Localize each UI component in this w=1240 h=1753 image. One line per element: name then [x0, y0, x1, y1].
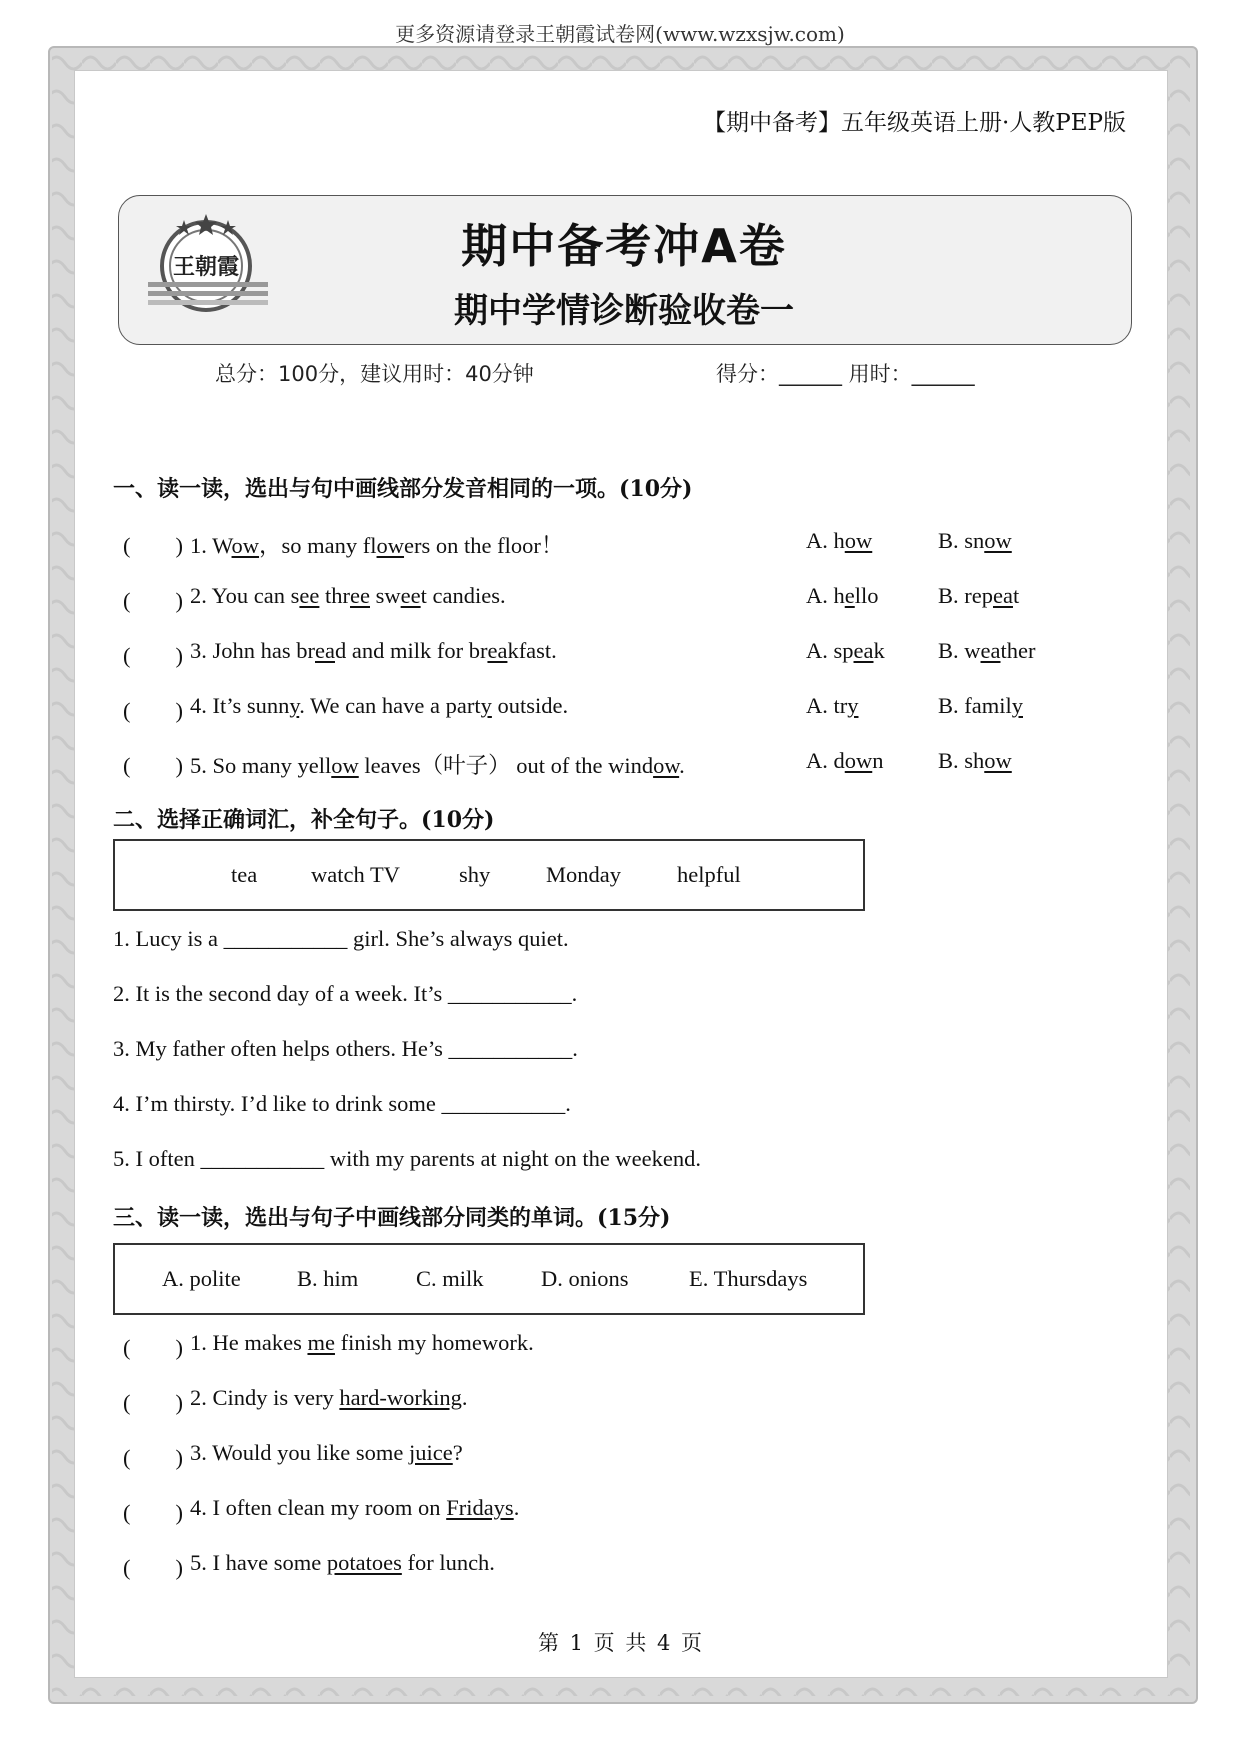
question-text — [190, 748, 685, 780]
underlined-part: ee — [299, 583, 320, 608]
underlined-part: y — [1011, 693, 1023, 718]
top-banner: 更多资源请登录王朝霞试卷网(www.wzxsjw.com) — [395, 22, 845, 46]
word-option: A. polite — [162, 1266, 241, 1291]
underlined-part: ow — [984, 748, 1012, 773]
option-b — [938, 528, 1012, 554]
text-part: t candies. — [420, 583, 506, 608]
text-part: llo — [854, 583, 879, 608]
text-part: 3. John has br — [190, 638, 315, 663]
underlined-part: ea — [853, 638, 874, 663]
question-text — [190, 528, 563, 560]
text-part: d and milk for br — [334, 638, 488, 663]
question-text — [190, 1440, 463, 1466]
text-part: outside. — [491, 693, 569, 718]
underlined-part: ow — [844, 528, 873, 553]
question-text — [190, 638, 557, 664]
text-part: 4. I often clean my room on — [190, 1495, 447, 1520]
text-part: n — [872, 748, 884, 773]
option-a — [806, 693, 859, 719]
word-option: E. Thursdays — [689, 1266, 808, 1291]
answer-bracket[interactable]: ( ) — [123, 1390, 183, 1415]
text-part: t — [1012, 583, 1020, 608]
text-part: finish my homework. — [334, 1330, 534, 1355]
underlined-part: ow — [331, 753, 359, 778]
word-option: C. milk — [416, 1266, 484, 1291]
underlined-part: e — [844, 583, 855, 608]
underlined-part: ee — [350, 583, 370, 608]
option-a — [806, 583, 879, 609]
text-part: 4. It’s sunn — [190, 693, 290, 718]
question-text — [190, 1550, 495, 1576]
fill-question: 1. Lucy is a ___________ girl. She’s always quiet. — [113, 926, 569, 951]
text-part: for lunch. — [401, 1550, 495, 1575]
word-option: helpful — [677, 862, 741, 887]
text-part: ers on the floor！ — [404, 533, 564, 558]
option-a — [806, 528, 872, 554]
section2-heading: 二、选择正确词汇，补全句子。(10分) — [113, 807, 495, 833]
logo-text: 王朝霞 — [172, 254, 240, 280]
text-part: ther — [1000, 638, 1036, 663]
score-fields: 得分：______ 用时：______ — [716, 362, 975, 386]
underlined-part: ea — [993, 583, 1013, 608]
question-text — [190, 1385, 467, 1411]
underlined-part: ow — [984, 528, 1012, 553]
underlined-part: me — [307, 1330, 335, 1355]
fill-question: 2. It is the second day of a week. It’s ___________. — [113, 981, 578, 1006]
text-part: B. sh — [938, 748, 985, 773]
word-option: D. onions — [541, 1266, 629, 1291]
question-text — [190, 1330, 534, 1356]
underlined-part: ea — [980, 638, 1001, 663]
text-part: ，so many fl — [259, 533, 377, 558]
option-b — [938, 583, 1019, 609]
underlined-part: ee — [400, 583, 421, 608]
word-option: Monday — [546, 862, 621, 887]
text-part: 2. You can s — [190, 583, 300, 608]
text-part: thr — [319, 583, 351, 608]
answer-bracket[interactable]: ( ) — [123, 1445, 183, 1470]
underlined-part: juice — [409, 1440, 453, 1465]
answer-bracket[interactable]: ( ) — [123, 1500, 183, 1525]
answer-bracket[interactable]: ( ) — [123, 643, 183, 668]
word-bank-2 — [113, 1243, 865, 1315]
underlined-part: ow — [653, 753, 680, 778]
fill-question: 3. My father often helps others. He’s ___________. — [113, 1036, 578, 1061]
fill-question: 5. I often ___________ with my parents at night on the weekend. — [113, 1146, 702, 1171]
fill-question: 4. I’m thirsty. I’d like to drink some ___________. — [113, 1091, 571, 1116]
text-part: A. d — [806, 748, 845, 773]
text-part: k — [873, 638, 885, 663]
text-part: B. sn — [938, 528, 985, 553]
text-part: 5. I have some — [190, 1550, 327, 1575]
exam-header: 【期中备考】五年级英语上册·人教PEP版 — [702, 110, 1126, 136]
answer-bracket[interactable]: ( ) — [123, 1555, 183, 1580]
text-part: 5. So many yell — [190, 753, 332, 778]
page-footer: 第 1 页 共 4 页 — [537, 1631, 703, 1655]
text-part: . We can have a part — [299, 693, 481, 718]
word-option: watch TV — [311, 862, 400, 887]
text-part: A. sp — [806, 638, 854, 663]
underlined-part: ow — [844, 748, 873, 773]
underlined-part: ea — [487, 638, 508, 663]
underlined-part: y — [289, 693, 300, 718]
text-part: A. h — [806, 528, 845, 553]
text-part: A. tr — [806, 693, 848, 718]
text-part: B. w — [938, 638, 981, 663]
text-part: . — [679, 753, 685, 778]
text-part: kfast. — [507, 638, 557, 663]
question-text — [190, 1495, 519, 1521]
text-part: . — [461, 1385, 468, 1410]
option-b — [938, 748, 1012, 774]
text-part: 1. He makes — [190, 1330, 308, 1355]
underlined-part: potatoes — [326, 1550, 402, 1575]
answer-bracket[interactable]: ( ) — [123, 698, 183, 723]
exam-subtitle: 期中学情诊断验收卷一 — [454, 291, 794, 331]
option-b — [938, 638, 1035, 664]
underlined-part: y — [847, 693, 859, 718]
option-a — [806, 638, 885, 664]
text-part: ? — [452, 1440, 463, 1465]
word-option: shy — [459, 862, 491, 887]
section1-heading: 一、读一读，选出与句中画线部分发音相同的一项。(10分) — [113, 476, 693, 502]
score-info: 总分：100分，建议用时：40分钟 — [215, 362, 534, 386]
word-option: B. him — [297, 1266, 359, 1291]
answer-bracket[interactable]: ( ) — [123, 588, 183, 613]
section3-heading: 三、读一读，选出与句子中画线部分同类的单词。(15分) — [113, 1205, 671, 1231]
underlined-part: ow — [376, 533, 405, 558]
underlined-part: Fridays — [446, 1495, 514, 1520]
option-a — [806, 748, 884, 774]
text-part: 1. W — [190, 533, 232, 558]
underlined-part: y — [480, 693, 492, 718]
question-text — [190, 693, 568, 719]
underlined-part: ow — [231, 533, 260, 558]
option-b — [938, 693, 1023, 719]
text-part: B. rep — [938, 583, 993, 608]
answer-bracket[interactable]: ( ) — [123, 753, 183, 778]
question-text — [190, 583, 506, 609]
text-part: B. famil — [938, 693, 1012, 718]
underlined-part: hard-working — [339, 1385, 462, 1410]
exam-title: 期中备考冲A卷 — [461, 219, 787, 273]
answer-bracket[interactable]: ( ) — [123, 1335, 183, 1360]
text-part: 2. Cindy is very — [190, 1385, 340, 1410]
answer-bracket[interactable]: ( ) — [123, 533, 183, 558]
text-part: . — [513, 1495, 520, 1520]
word-option: tea — [231, 862, 258, 887]
text-part: leaves（叶子） out of the wind — [358, 753, 654, 778]
text-part: 3. Would you like some — [190, 1440, 410, 1465]
text-part: A. h — [806, 583, 845, 608]
word-bank-1 — [113, 839, 865, 911]
text-part: sw — [370, 583, 401, 608]
underlined-part: ea — [315, 638, 335, 663]
